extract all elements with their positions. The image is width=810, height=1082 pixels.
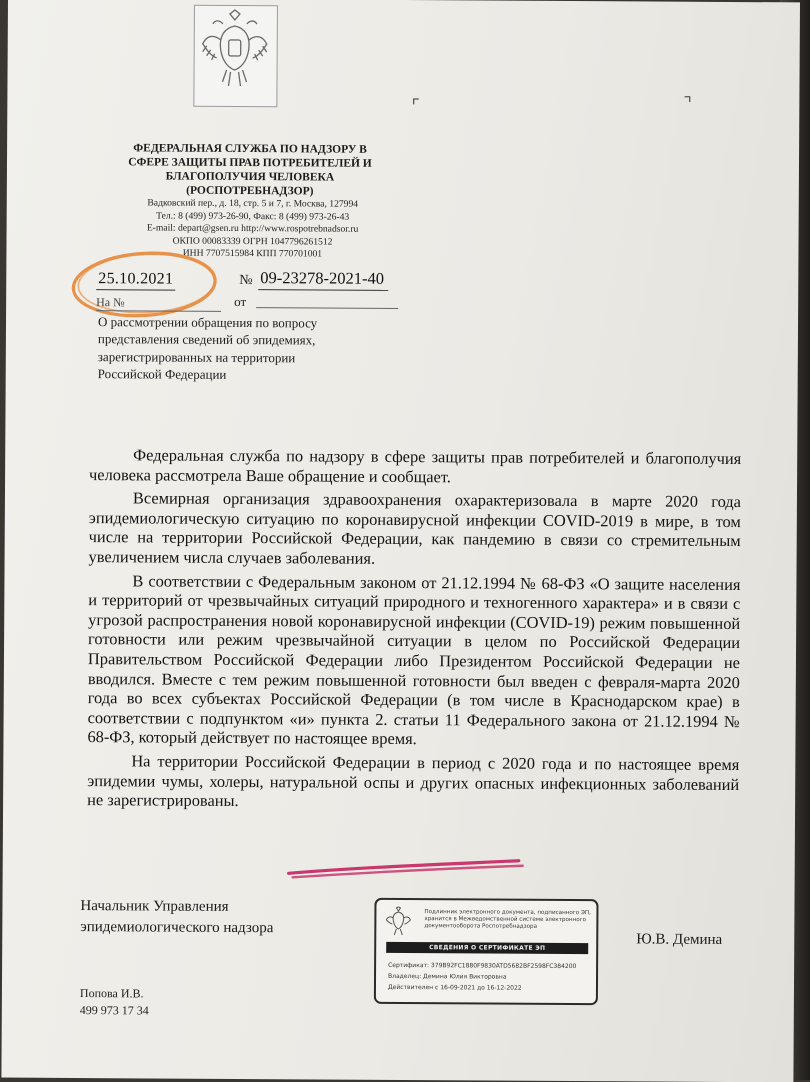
- body-paragraph: Федеральная служба по надзору в сфере защиты прав потребителей и благополучия человека рассмотрела Ваше обращение и сообщает.: [89, 445, 742, 486]
- certificate-owner: Владелец: Демина Юлия Викторовна: [388, 972, 507, 981]
- address: Вадковский пер., д. 18, стр. 5 и 7, г. Москва, 127994: [147, 197, 359, 210]
- email-website: E-mail: depart@gsen.ru http://www.rospotrebnadsor.ru: [146, 222, 359, 235]
- reference-number-field: На №: [96, 295, 221, 312]
- position-line: Начальник Управления: [80, 898, 229, 915]
- stamp-title: СВЕДЕНИЯ О СЕРТИФИКАТЕ ЭП: [386, 942, 588, 954]
- corner-mark-right: ⌝: [683, 93, 692, 115]
- coat-of-arms-emblem: [193, 5, 278, 108]
- body-paragraph: Всемирная организация здравоохранения охарактеризовала в марте 2020 года эпидемиологическую ситуацию по коронавирусной инфекции COVID-2019 в мире, в том числе на территории Российской Федерации, как пандемию в связи со стремительным увеличением числа случаев заболевания.: [88, 488, 741, 568]
- inn-kpp: ИНН 7707515984 КПП 770701001: [182, 248, 323, 260]
- subject-line: О рассмотрении обращения по вопросу: [97, 314, 318, 331]
- org-title-line: СФЕРЕ ЗАЩИТЫ ПРАВ ПОТРЕБИТЕЛЕЙ И: [128, 156, 372, 170]
- org-title-line: ФЕДЕРАЛЬНАЯ СЛУЖБА ПО НАДЗОРУ В: [133, 142, 367, 156]
- document-date: 25.10.2021: [96, 270, 175, 290]
- org-title-line: БЛАГОПОЛУЧИЯ ЧЕЛОВЕКА: [165, 170, 335, 184]
- body-paragraph: На территории Российской Федерации в период с 2020 года и по настоящее время эпидемии чумы, холеры, натуральной оспы и других опасных инфекционных заболеваний не зарегистрированы.: [87, 751, 740, 811]
- position-line: эпидемиологического надзора: [80, 919, 274, 937]
- corner-mark-left: ⌜: [411, 96, 420, 118]
- signer-position: [80, 896, 380, 940]
- reference-date-label: от: [234, 293, 247, 310]
- subject-line: Российской Федерации: [97, 366, 227, 383]
- body-paragraph: В соответствии с Федеральным законом от 21.12.1994 № 68-ФЗ «О защите населения и территорий от чрезвычайных ситуаций природного и техногенного характера» и в связи с угрозой распространения новой коронавирусной инфекции (COVID-19) режим повышенной готовности или режим чрезвычайной ситуации в целом по Российской Федерации Правительством Российской Федерации либо Президентом Российской Федерации не вводился. Вместе с тем режим повышенной готовности был введен с февраля-марта 2020 года во всех субъектах Российской Федерации (в том числе в Краснодарском крае) в соответствии с подпунктом «и» пункта 2. статьи 11 Федерального закона от 21.12.1994 № 68-ФЗ, который действует по настоящее время.: [87, 570, 741, 749]
- stamp-emblem-icon: [384, 906, 412, 938]
- executor-phone: 499 973 17 34: [79, 1003, 149, 1018]
- certificate-id: Сертификат: 379B92FC1880F9830ATD5682BF2598FC384200: [388, 961, 577, 971]
- reference-date-field: [256, 307, 398, 309]
- letter-subject: [98, 313, 388, 384]
- subject-line: представления сведений об эпидемиях,: [97, 331, 316, 348]
- phone-fax: Тел.: 8 (499) 973-26-90, Факс: 8 (499) 973-26-43: [156, 210, 350, 223]
- signer-name: Ю.В. Демина: [636, 931, 723, 948]
- certificate-validity: Действителен с 16-09-2021 до 16-12-2022: [387, 983, 522, 992]
- electronic-signature-stamp: [374, 898, 599, 1005]
- stamp-description: Подлинник электронного документа, подписанного ЭП, хранится в Межведомственной системе электронного документооборота Роспотребнадзора: [424, 909, 591, 930]
- executor-info: [80, 985, 149, 1019]
- okpo-ogrn: ОКПО 00083339 ОГРН 1047796261512: [172, 235, 333, 248]
- org-title-line: (РОСПОТРЕБНАДЗОР): [186, 184, 314, 198]
- document-number: 09-23278-2021-40: [258, 268, 388, 291]
- organization-title: [105, 141, 395, 199]
- subject-line: зарегистрированных на территории: [97, 348, 296, 366]
- underline-highlight-mark: [283, 847, 533, 883]
- number-sign: №: [239, 272, 253, 289]
- letter-body: [87, 445, 741, 814]
- letter-page: [1, 0, 800, 1082]
- executor-name: Попова И.В.: [79, 986, 144, 1001]
- stamp-details: [388, 960, 594, 994]
